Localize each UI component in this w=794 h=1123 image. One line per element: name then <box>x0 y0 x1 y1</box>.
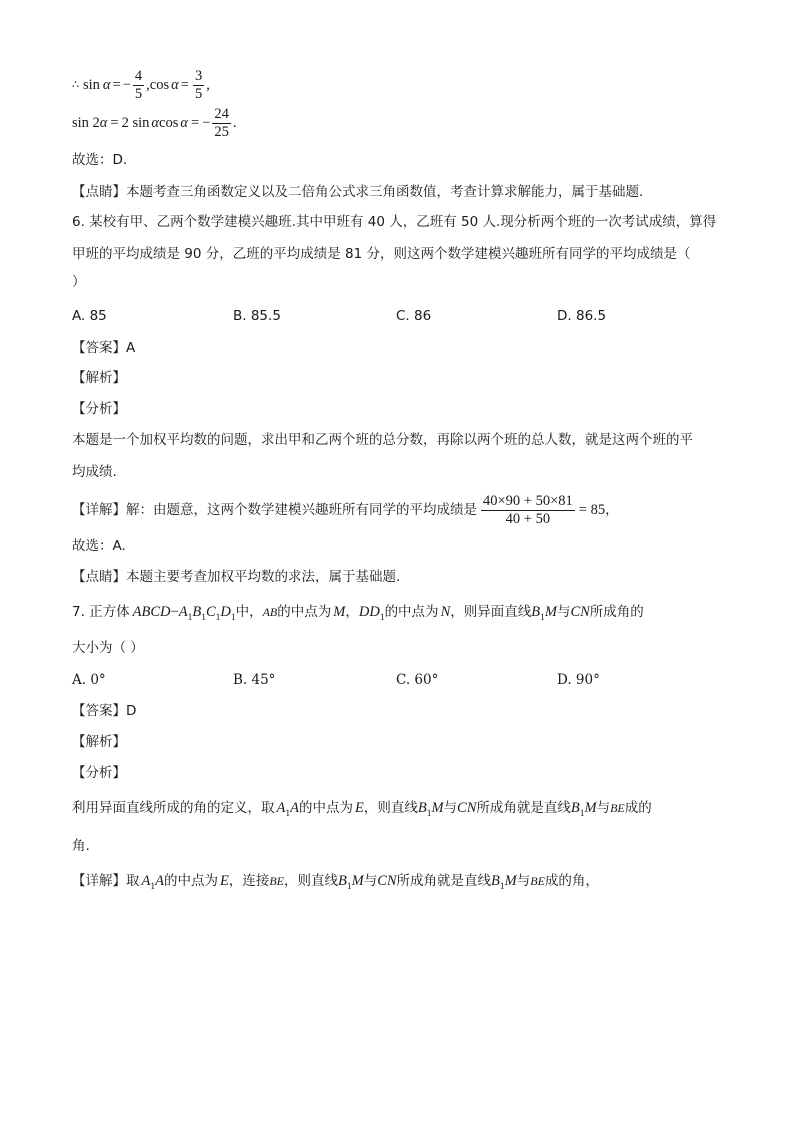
q6-option-b: B. 85.5 <box>233 308 281 324</box>
q6-choice: 故选：A. <box>72 538 126 554</box>
q6-stem-line2: 甲班的平均成绩是 90 分，乙班的平均成绩是 81 分，则这两个数学建模兴趣班所有同学的平均成绩是（ <box>72 246 691 262</box>
q6-analysis-tag: 【解析】 <box>72 370 126 386</box>
q6-option-c: C. 86 <box>396 308 432 324</box>
q7-fenxi-line2: 角. <box>72 838 90 854</box>
q6-stem-line1: 6. 某校有甲、乙两个数学建模兴趣班.其中甲班有 40 人，乙班有 50 人.现分析两个班的一次考试成绩，算得 <box>72 214 717 230</box>
q7-detail-line: 【详解】取 A 1 A 的中点为 E ，连接 BE ，则直线 B 1 M 与 CN 所成角就是直线 B 1 M 与 BE 成的角， <box>72 873 599 892</box>
q6-fenxi-body1: 本题是一个加权平均数的问题，求出甲和乙两个班的总分数，再除以两个班的总人数，就是这两个班的平 <box>72 432 693 448</box>
q7-fenxi-line1: 利用异面直线所成的角的定义，取 A 1 A 的中点为 E ，则直线 B 1 M 与 CN 所成角就是直线 B 1 M 与 BE 成的 <box>72 800 652 819</box>
weighted-average-fraction: $\frac{40\times 90 + 50\times 81}{40 + 50}$ <box>483 492 573 527</box>
q6-option-d: D. 86.5 <box>557 308 607 324</box>
q7-stem-line1: 7. 正方体 ABCD − A 1 B 1 C 1 D 1 中， AB 的中点为 M ， DD 1 的中点为 N ，则异面直线 B 1 M 与 CN 所成角的 <box>72 604 644 623</box>
fraction-3-5: $\frac{3}{5}$ <box>194 67 203 102</box>
q6-option-a: A. 85 <box>72 308 107 324</box>
q6-fenxi-body2: 均成绩. <box>72 464 117 480</box>
q6-fenxi-tag: 【分析】 <box>72 401 126 417</box>
q7-option-a: A. 0° <box>72 672 106 688</box>
q7-stem-line2: 大小为（ ） <box>72 640 144 656</box>
q7-answer: 【答案】D <box>72 703 137 719</box>
q7-option-c: C. 60° <box>396 672 439 688</box>
q6-stem-line3: ） <box>72 274 86 290</box>
fraction-neg-4-5: $\frac{4}{5}$ <box>134 67 143 102</box>
fraction-24-25: $\frac{24}{25}$ <box>214 105 229 140</box>
q6-detail: 【详解】解：由题意，这两个数学建模兴趣班所有同学的平均成绩是 $\frac{40\times 90 + 50\times 81}{40 + 50}$ = 85 ， <box>72 492 619 527</box>
q7-fenxi-tag: 【分析】 <box>72 765 126 781</box>
q6-comment: 【点睛】本题主要考查加权平均数的求法，属于基础题. <box>72 569 401 585</box>
q7-option-b: B. 45° <box>233 672 276 688</box>
q7-option-d: D. 90° <box>557 672 600 688</box>
q6-answer: 【答案】A <box>72 340 136 356</box>
q5-comment: 【点睛】本题考查三角函数定义以及二倍角公式求三角函数值，考查计算求解能力，属于基础题. <box>72 184 644 200</box>
q5-choice: 故选：D. <box>72 152 128 168</box>
q7-analysis-tag: 【解析】 <box>72 734 126 750</box>
sin-cos-values: ∴ sin α = − $\frac{4}{5}$ , cos α = $\frac{3}{5}$ , <box>72 67 210 102</box>
sin2a-value: sin 2 α = 2 sin α cos α = − $\frac{24}{25}$ . <box>72 105 237 140</box>
